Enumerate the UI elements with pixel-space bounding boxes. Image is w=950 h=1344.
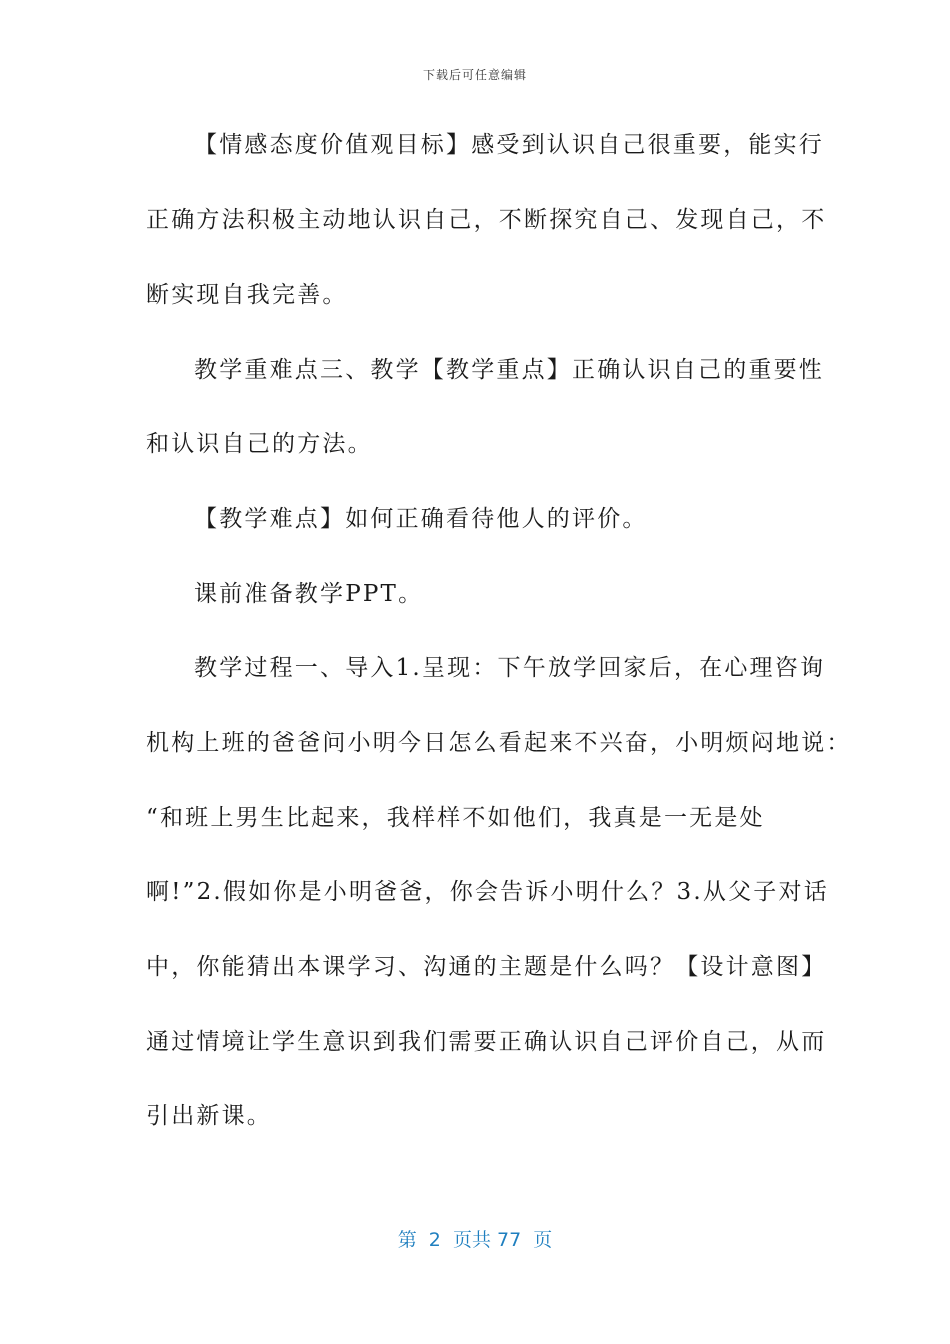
text-line: 通过情境让学生意识到我们需要正确认识自己评价自己，从而 (146, 1029, 827, 1055)
text-line: 啊!”2.假如你是小明爸爸，你会告诉小明什么？3.从父子对话 (146, 879, 829, 905)
text-line: “和班上男生比起来，我样样不如他们，我真是一无是处 (146, 805, 765, 831)
text-line: 正确方法积极主动地认识自己，不断探究自己、发现自己，不 (146, 207, 827, 233)
text-line: 课前准备教学PPT。 (194, 581, 424, 607)
text-line: 和认识自己的方法。 (146, 431, 373, 457)
text-line: 教学重难点三、教学【教学重点】正确认识自己的重要性 (194, 357, 824, 383)
page-header: 下载后可任意编辑 (422, 68, 527, 82)
text-line: 中，你能猜出本课学习、沟通的主题是什么吗？【设计意图】 (146, 954, 827, 980)
text-line: 断实现自我完善。 (146, 282, 348, 308)
page-number-footer: 第 2 页共 77 页 (397, 1229, 553, 1251)
text-line: 教学过程一、导入1.呈现：下午放学回家后，在心理咨询 (194, 655, 826, 681)
text-line: 【情感态度价值观目标】感受到认识自己很重要，能实行 (194, 132, 824, 158)
text-line: 【教学难点】如何正确看待他人的评价。 (194, 506, 648, 532)
text-line: 机构上班的爸爸问小明今日怎么看起来不兴奋，小明烦闷地说： (146, 730, 852, 756)
text-line: 引出新课。 (146, 1103, 272, 1129)
